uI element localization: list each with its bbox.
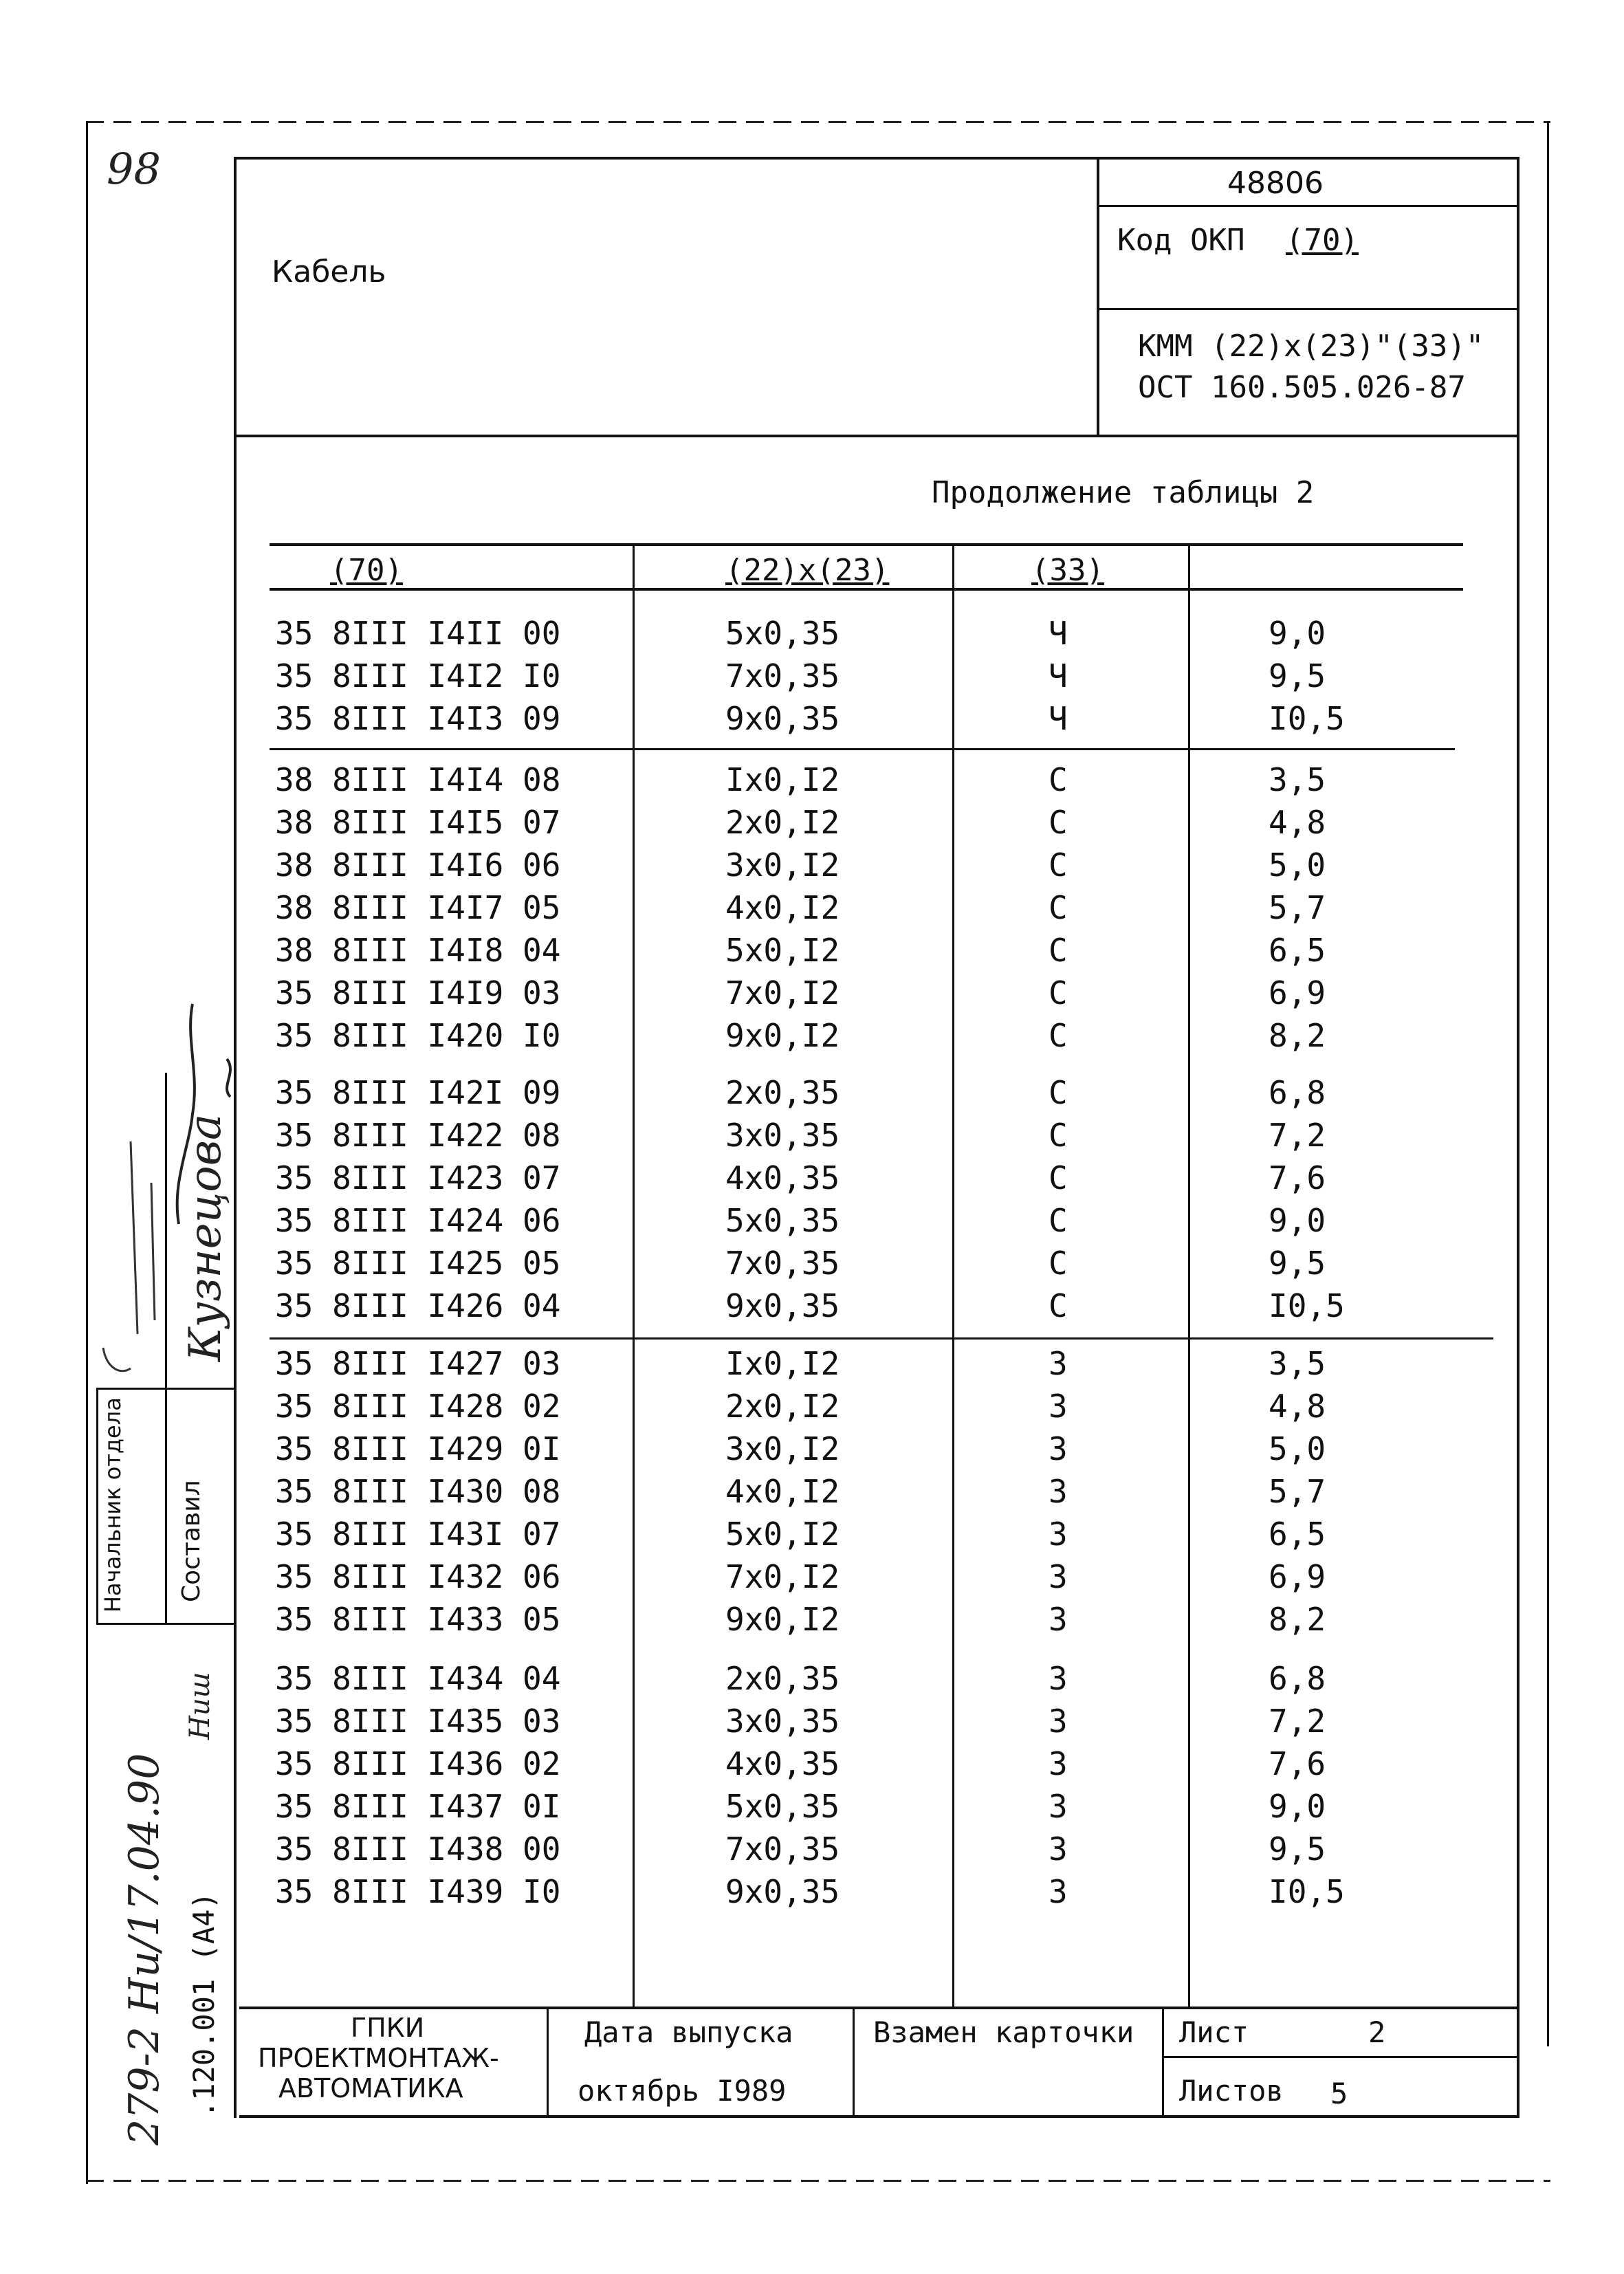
cell-code: 38 8III I4I6 06: [275, 846, 561, 884]
table-row: [0, 1385, 1624, 1428]
cell-color: З: [1049, 1873, 1068, 1910]
margin-rule-bottom: [96, 1623, 234, 1625]
cell-weight: I0,5: [1269, 1287, 1345, 1324]
cell-weight: 4,8: [1269, 1388, 1326, 1425]
cell-size: 7х0,35: [725, 1830, 840, 1868]
cell-size: 5х0,35: [725, 615, 840, 652]
cell-color: З: [1049, 1388, 1068, 1425]
cell-color: Ч: [1049, 657, 1068, 695]
cell-weight: 5,7: [1269, 889, 1326, 926]
cell-weight: 8,2: [1269, 1017, 1326, 1054]
cell-code: 35 8III I437 0I: [275, 1788, 561, 1825]
footer-divider-3: [1162, 2007, 1164, 2117]
cell-code: 38 8III I4I4 08: [275, 761, 561, 798]
cell-code: 35 8III I4I2 I0: [275, 657, 561, 695]
head-of-dept-label: Начальник отдела: [100, 1397, 126, 1612]
cell-code: 38 8III I4I5 07: [275, 804, 561, 841]
cell-size: 9х0,I2: [725, 1601, 840, 1638]
col-header-color: (33): [1031, 553, 1104, 588]
cell-code: 35 8III I434 04: [275, 1660, 561, 1697]
org-name-line3: АВТОМАТИКА: [278, 2073, 463, 2103]
cell-code: 35 8III I423 07: [275, 1159, 561, 1196]
standard-line: ОСТ 160.505.026-87: [1138, 370, 1466, 405]
table-row: [0, 1555, 1624, 1598]
cell-color: Ч: [1049, 615, 1068, 652]
cell-weight: 5,0: [1269, 846, 1326, 884]
org-name-line1: ГПКИ: [351, 2013, 425, 2043]
cell-size: 4х0,I2: [725, 889, 840, 926]
cell-code: 35 8III I425 05: [275, 1245, 561, 1282]
cell-weight: 9,0: [1269, 1788, 1326, 1825]
table-row: [0, 844, 1624, 886]
top-border: [86, 121, 1550, 123]
cell-code: 35 8III I424 06: [275, 1202, 561, 1239]
cell-size: 5х0,I2: [725, 932, 840, 969]
cell-code: 35 8III I439 I0: [275, 1873, 561, 1910]
cell-size: 2х0,35: [725, 1660, 840, 1697]
cell-color: С: [1049, 1074, 1068, 1111]
signature-strokes-icon: [89, 976, 248, 1389]
cell-weight: 5,7: [1269, 1473, 1326, 1510]
cell-weight: 5,0: [1269, 1430, 1326, 1467]
cell-weight: 6,8: [1269, 1074, 1326, 1111]
cell-size: 7х0,35: [725, 657, 840, 695]
table-row: [0, 1428, 1624, 1470]
cell-weight: 9,5: [1269, 1245, 1326, 1282]
compiler-signature: Кузнецова: [180, 1113, 231, 1362]
cell-color: З: [1049, 1473, 1068, 1510]
cell-code: 35 8III I4II 00: [275, 615, 561, 652]
table-row: [0, 1700, 1624, 1742]
cell-size: 3х0,35: [725, 1703, 840, 1740]
cell-size: 5х0,35: [725, 1788, 840, 1825]
cell-color: З: [1049, 1601, 1068, 1638]
cell-weight: 9,0: [1269, 615, 1326, 652]
table-row: [0, 1513, 1624, 1555]
footer-bottom-rule: [239, 2115, 1519, 2118]
header-rule-1: [1097, 205, 1519, 207]
cell-weight: 6,9: [1269, 974, 1326, 1012]
cell-size: 4х0,35: [725, 1159, 840, 1196]
cell-size: 7х0,I2: [725, 974, 840, 1012]
frame-top: [234, 157, 1519, 160]
cell-weight: 7,6: [1269, 1745, 1326, 1782]
cell-code: 35 8III I432 06: [275, 1558, 561, 1595]
sheet-label: Лист: [1179, 2015, 1249, 2049]
cell-code: 35 8III I428 02: [275, 1388, 561, 1425]
cell-color: С: [1049, 1117, 1068, 1154]
cell-color: Ч: [1049, 700, 1068, 737]
replaces-card-label: Взамен карточки: [873, 2015, 1134, 2049]
cell-code: 35 8III I4I3 09: [275, 700, 561, 737]
cell-size: 7х0,35: [725, 1245, 840, 1282]
cell-color: З: [1049, 1703, 1068, 1740]
cell-weight: 9,5: [1269, 657, 1326, 695]
cell-color: С: [1049, 846, 1068, 884]
cell-weight: 3,5: [1269, 1345, 1326, 1382]
compiled-by-label: Составил: [177, 1480, 206, 1602]
issue-date-label: Дата выпуска: [584, 2015, 793, 2049]
cell-size: 5х0,I2: [725, 1516, 840, 1553]
cell-code: 35 8III I4I9 03: [275, 974, 561, 1012]
cell-size: Iх0,I2: [725, 1345, 840, 1382]
table-caption: Продолжение таблицы 2: [932, 475, 1315, 510]
col-header-size: (22)х(23): [725, 553, 890, 588]
cell-weight: 9,0: [1269, 1202, 1326, 1239]
header-bottom: [234, 435, 1519, 437]
table-row: [0, 655, 1624, 697]
cell-weight: 6,5: [1269, 932, 1326, 969]
cell-size: 3х0,I2: [725, 1430, 840, 1467]
table-row: [0, 697, 1624, 740]
okp-value: (70): [1286, 223, 1359, 258]
table-row: [0, 1470, 1624, 1513]
table-row: [0, 758, 1624, 801]
cell-code: 38 8III I4I7 05: [275, 889, 561, 926]
cell-weight: 4,8: [1269, 804, 1326, 841]
header-rule-2: [1097, 308, 1519, 310]
table-row: [0, 929, 1624, 972]
registration-stamp: 279-2 Ни/17.04.90: [120, 1753, 168, 2145]
cell-weight: I0,5: [1269, 700, 1345, 737]
sheets-total: 5: [1330, 2077, 1348, 2110]
cell-color: З: [1049, 1660, 1068, 1697]
cell-color: С: [1049, 1245, 1068, 1282]
group-rule-2: [270, 1337, 1493, 1340]
cell-weight: 7,6: [1269, 1159, 1326, 1196]
cell-color: С: [1049, 889, 1068, 926]
cell-weight: 7,2: [1269, 1703, 1326, 1740]
group-rule-1: [270, 748, 1455, 750]
cell-code: 35 8III I429 0I: [275, 1430, 561, 1467]
format-code: .120.001 (A4): [187, 1892, 221, 2118]
cell-size: 9х0,35: [725, 700, 840, 737]
cell-code: 35 8III I427 03: [275, 1345, 561, 1382]
cell-size: Iх0,I2: [725, 761, 840, 798]
table-row: [0, 801, 1624, 844]
cell-code: 35 8III I436 02: [275, 1745, 561, 1782]
card-title: Кабель: [272, 254, 386, 289]
header-divider: [1097, 157, 1099, 436]
col-header-code: (70): [330, 553, 403, 588]
cell-size: 9х0,35: [725, 1287, 840, 1324]
cell-size: 7х0,I2: [725, 1558, 840, 1595]
footer-sheet-rule: [1162, 2056, 1519, 2058]
cell-color: С: [1049, 974, 1068, 1012]
cell-size: 9х0,I2: [725, 1017, 840, 1054]
table-top-rule: [270, 543, 1463, 546]
cell-color: С: [1049, 804, 1068, 841]
okp-label: Код ОКП: [1117, 223, 1245, 258]
sheets-label: Листов: [1179, 2074, 1284, 2108]
cell-code: 35 8III I422 08: [275, 1117, 561, 1154]
cell-color: С: [1049, 1287, 1068, 1324]
cell-color: З: [1049, 1345, 1068, 1382]
cell-color: З: [1049, 1430, 1068, 1467]
cell-code: 35 8III I426 04: [275, 1287, 561, 1324]
footer-divider-1: [547, 2007, 549, 2117]
cell-size: 2х0,I2: [725, 804, 840, 841]
cell-color: С: [1049, 1202, 1068, 1239]
table-header-rule: [270, 588, 1463, 591]
mark-line: КММ (22)х(23)"(33)": [1138, 329, 1484, 364]
cell-code: 38 8III I4I8 04: [275, 932, 561, 969]
cell-size: 4х0,35: [725, 1745, 840, 1782]
cell-size: 3х0,I2: [725, 846, 840, 884]
approver-initials: Ниш: [184, 1672, 216, 1740]
cell-weight: 3,5: [1269, 761, 1326, 798]
cell-code: 35 8III I438 00: [275, 1830, 561, 1868]
cell-color: З: [1049, 1516, 1068, 1553]
cell-color: З: [1049, 1745, 1068, 1782]
cell-code: 35 8III I43I 07: [275, 1516, 561, 1553]
cell-weight: 7,2: [1269, 1117, 1326, 1154]
cell-color: З: [1049, 1788, 1068, 1825]
cell-code: 35 8III I42I 09: [275, 1074, 561, 1111]
sheet-number: 2: [1368, 2015, 1386, 2049]
cell-color: С: [1049, 1159, 1068, 1196]
cell-code: 35 8III I435 03: [275, 1703, 561, 1740]
cell-weight: 6,5: [1269, 1516, 1326, 1553]
cell-weight: 6,9: [1269, 1558, 1326, 1595]
doc-number: 48806: [1227, 166, 1324, 201]
cell-color: З: [1049, 1830, 1068, 1868]
margin-rule-left: [96, 1389, 98, 1623]
table-row: [0, 1785, 1624, 1828]
footer-top-rule: [239, 2007, 1519, 2009]
cell-weight: I0,5: [1269, 1873, 1345, 1910]
cell-color: С: [1049, 1017, 1068, 1054]
cell-size: 2х0,35: [725, 1074, 840, 1111]
issue-date-value: октябрь I989: [578, 2074, 787, 2108]
cell-color: С: [1049, 761, 1068, 798]
cell-size: 4х0,I2: [725, 1473, 840, 1510]
footer-divider-2: [853, 2007, 855, 2117]
bottom-border: [86, 2180, 1550, 2182]
cell-color: С: [1049, 932, 1068, 969]
org-name-line2: ПРОЕКТМОНТАЖ-: [258, 2043, 499, 2073]
table-row: [0, 1742, 1624, 1785]
table-row: [0, 612, 1624, 655]
cell-weight: 9,5: [1269, 1830, 1326, 1868]
cell-weight: 6,8: [1269, 1660, 1326, 1697]
cell-color: З: [1049, 1558, 1068, 1595]
cell-code: 35 8III I433 05: [275, 1601, 561, 1638]
cell-size: 9х0,35: [725, 1873, 840, 1910]
cell-code: 35 8III I420 I0: [275, 1017, 561, 1054]
table-row: [0, 1598, 1624, 1641]
table-row: [0, 886, 1624, 929]
cell-size: 5х0,35: [725, 1202, 840, 1239]
cell-size: 2х0,I2: [725, 1388, 840, 1425]
cell-code: 35 8III I430 08: [275, 1473, 561, 1510]
table-row: [0, 1657, 1624, 1700]
table-row: [0, 1870, 1624, 1913]
cell-weight: 8,2: [1269, 1601, 1326, 1638]
cell-size: 3х0,35: [725, 1117, 840, 1154]
page-number: 98: [107, 144, 161, 194]
table-row: [0, 1828, 1624, 1870]
